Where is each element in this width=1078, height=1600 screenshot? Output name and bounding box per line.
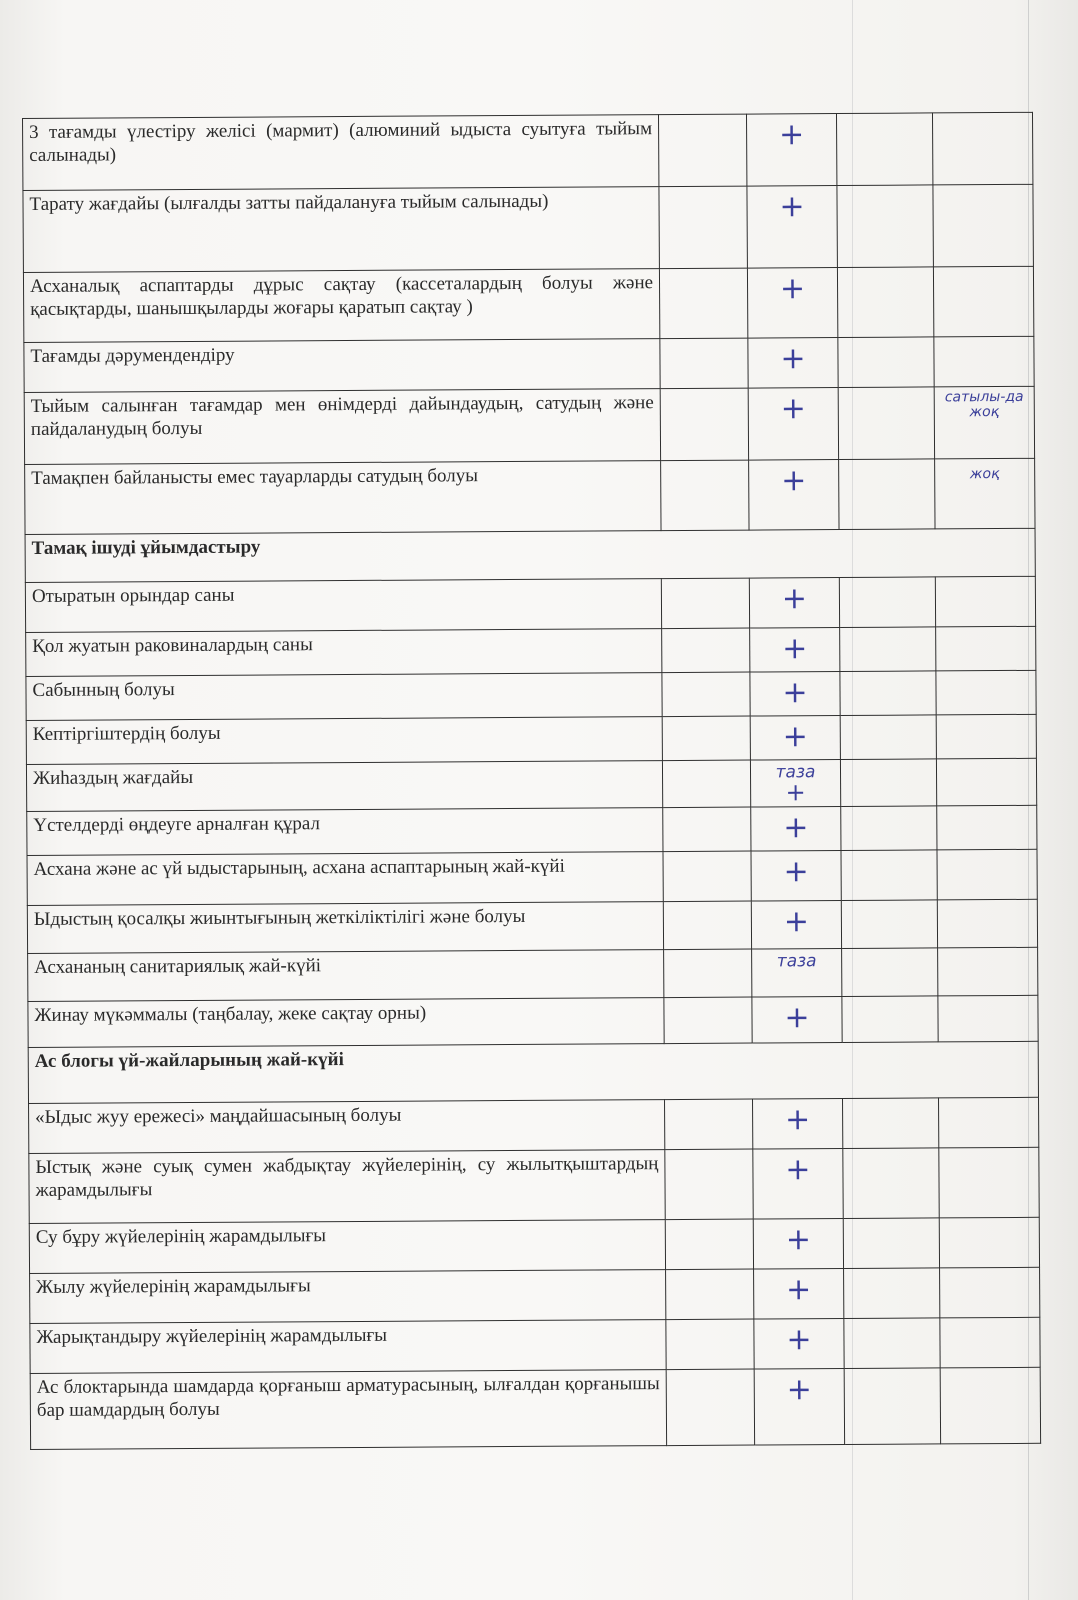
question-cell: Кептіргіштердің болуы — [26, 717, 662, 765]
handwritten-mark: + — [784, 1000, 810, 1036]
question-cell: Асханалық аспаптарды дұрыс сақтау (кассеталардың болуы және қасықтарды, шанышқыларды жоғары қаратып сақтау ) — [23, 269, 659, 343]
checklist-sheet — [22, 112, 1040, 1450]
question-cell: «Ыдыс жуу ережесі» маңдайшасының болуы — [29, 1100, 665, 1154]
answer-cell — [748, 388, 838, 461]
empty-cell — [837, 267, 933, 338]
remark-cell — [938, 996, 1038, 1043]
question-cell: Ыстық және суық сумен жабдықтау жүйелерінің, су жылытқыштардың жарамдылығы — [29, 1150, 665, 1224]
question-cell: Жылу жүйелерінің жарамдылығы — [30, 1270, 666, 1324]
table-row — [23, 184, 1033, 272]
answer-cell — [754, 1369, 844, 1446]
question-cell: Су бұру жүйелерінің жарамдылығы — [29, 1220, 665, 1274]
empty-cell — [841, 850, 937, 901]
remark-cell — [937, 850, 1037, 901]
table-row — [26, 626, 1036, 676]
handwritten-note: жоқ — [969, 466, 1000, 483]
answer-cell — [748, 338, 838, 389]
remark-cell — [934, 336, 1034, 387]
question-cell: Асхананың санитариялық жай-күйі — [28, 950, 664, 1002]
answer-cell — [751, 807, 841, 852]
remark-cell — [939, 1218, 1039, 1269]
handwritten-mark: + — [780, 341, 806, 377]
empty-cell — [662, 672, 750, 717]
empty-cell — [840, 715, 936, 760]
answer-cell — [747, 268, 837, 339]
answer-cell — [752, 997, 842, 1044]
handwritten-note: таза — [776, 951, 817, 972]
question-cell: Жинау мүкәммалы (таңбалау, жеке сақтау орны) — [28, 998, 664, 1048]
section-title: Ас блогы үй-жайларының жай-күйі — [28, 1042, 1038, 1104]
answer-cell — [751, 851, 841, 902]
table-row — [27, 850, 1037, 906]
table-row — [24, 336, 1034, 392]
empty-cell — [838, 337, 934, 388]
question-cell: Ас блоктарында шамдарда қорғаныш арматурасының, ылғалдан қорғанышы бар шамдардың болуы — [30, 1370, 666, 1450]
answer-cell — [750, 760, 840, 808]
table-row — [29, 1218, 1039, 1274]
answer-cell — [754, 1319, 844, 1370]
table-row — [30, 1268, 1040, 1324]
question-cell: Жиһаздың жағдайы — [26, 761, 662, 812]
handwritten-mark: + — [780, 391, 806, 427]
handwritten-mark: + — [785, 1152, 811, 1188]
empty-cell — [837, 185, 933, 268]
question-cell: Ыдыстың қосалқы жиынтығының жеткіліктілігі және болуы — [27, 902, 663, 954]
empty-cell — [838, 387, 934, 460]
remark-cell — [940, 1318, 1040, 1369]
empty-cell — [844, 1268, 940, 1319]
empty-cell — [662, 716, 750, 761]
section-row — [25, 528, 1035, 582]
handwritten-mark: + — [785, 777, 806, 807]
answer-cell — [746, 114, 836, 187]
section-title: Тамақ ішуді ұйымдастыру — [25, 528, 1035, 582]
empty-cell — [839, 577, 935, 628]
empty-cell — [662, 760, 750, 808]
handwritten-mark: + — [782, 675, 808, 711]
handwritten-mark: + — [781, 581, 808, 617]
table-row — [27, 806, 1037, 856]
remark-cell — [935, 576, 1035, 627]
empty-cell — [663, 851, 751, 902]
answer-cell — [752, 949, 842, 998]
question-cell: Жарықтандыру жүйелерінің жарамдылығы — [30, 1320, 666, 1374]
remark-cell — [936, 758, 1036, 806]
empty-cell — [662, 628, 750, 673]
remark-cell — [937, 900, 1037, 949]
empty-cell — [660, 388, 748, 461]
handwritten-stack — [757, 762, 834, 807]
empty-cell — [665, 1219, 753, 1270]
table-row — [28, 948, 1038, 1002]
answer-cell — [753, 1219, 843, 1270]
table-row — [23, 112, 1033, 190]
handwritten-stack — [758, 952, 835, 971]
remark-cell — [939, 1148, 1039, 1219]
remark-cell — [940, 1268, 1040, 1319]
empty-cell — [661, 578, 749, 629]
handwritten-mark: + — [782, 719, 808, 755]
table-row — [28, 996, 1038, 1048]
handwritten-mark: + — [783, 810, 809, 846]
handwritten-mark: + — [785, 1222, 812, 1258]
question-cell: Тыйым салынған тағамдар мен өнімдерді дайындаудың, сатудың және пайдаланудың болуы — [24, 389, 660, 465]
answer-cell — [754, 1269, 844, 1320]
empty-cell — [839, 459, 935, 530]
table-row — [25, 458, 1035, 534]
empty-cell — [841, 900, 937, 949]
question-cell: Отыратын орындар саны — [25, 579, 661, 633]
empty-cell — [659, 186, 747, 269]
empty-cell — [843, 1218, 939, 1269]
empty-cell — [840, 671, 936, 716]
question-cell: Сабынның болуы — [26, 673, 662, 721]
handwritten-mark: + — [785, 1272, 812, 1308]
answer-cell — [751, 901, 841, 950]
remark-cell — [935, 458, 1035, 529]
empty-cell — [666, 1269, 754, 1320]
remark-cell — [938, 948, 1038, 997]
empty-cell — [843, 1148, 939, 1219]
table-row — [29, 1148, 1039, 1224]
table-row — [30, 1368, 1040, 1450]
answer-cell — [750, 672, 840, 717]
empty-cell — [665, 1099, 753, 1150]
handwritten-note: таза — [775, 762, 816, 783]
answer-cell — [747, 186, 837, 269]
answer-cell — [749, 460, 839, 531]
empty-cell — [836, 113, 932, 186]
table-row — [30, 1318, 1040, 1374]
empty-cell — [665, 1149, 753, 1220]
table-row — [23, 266, 1033, 342]
empty-cell — [844, 1368, 940, 1445]
remark-cell — [933, 184, 1033, 267]
table-row — [27, 900, 1037, 954]
remark-cell — [932, 112, 1032, 185]
answer-cell — [750, 716, 840, 761]
empty-cell — [840, 627, 936, 672]
handwritten-mark: + — [779, 271, 806, 307]
remark-cell — [936, 714, 1036, 759]
question-cell: Тағамды дәрумендендіру — [24, 339, 660, 393]
table-row — [26, 758, 1036, 811]
empty-cell — [661, 460, 749, 531]
empty-cell — [841, 806, 937, 851]
empty-cell — [842, 996, 938, 1043]
remark-cell — [939, 1098, 1039, 1149]
section-row — [28, 1042, 1038, 1104]
empty-cell — [663, 901, 751, 950]
empty-cell — [842, 948, 938, 997]
question-cell: 3 тағамды үлестіру желісі (мармит) (алюминий ыдыста суытуға тыйым салынады) — [23, 115, 659, 191]
table-row — [29, 1098, 1039, 1154]
empty-cell — [666, 1369, 754, 1446]
handwritten-mark: + — [786, 1322, 812, 1358]
handwritten-mark: + — [786, 1372, 812, 1408]
handwritten-mark: + — [784, 1102, 811, 1138]
remark-cell — [934, 386, 1034, 459]
question-cell: Тарату жағдайы (ылғалды затты пайдалануға тыйым салынады) — [23, 187, 659, 273]
question-cell: Қол жуатын раковиналардың саны — [26, 629, 662, 677]
remark-cell — [936, 626, 1036, 671]
table-row — [26, 714, 1036, 764]
empty-cell — [844, 1318, 940, 1369]
empty-cell — [840, 759, 936, 807]
handwritten-note: сатылы-да жоқ — [944, 388, 1024, 421]
empty-cell — [664, 997, 752, 1044]
answer-cell — [749, 578, 839, 629]
handwritten-mark: + — [779, 189, 805, 225]
empty-cell — [843, 1098, 939, 1149]
empty-cell — [663, 807, 751, 852]
handwritten-mark: + — [783, 854, 809, 890]
handwritten-mark: + — [782, 631, 808, 667]
question-cell: Тамақпен байланысты емес тауарларды сатудың болуы — [25, 461, 661, 535]
answer-cell — [753, 1149, 843, 1220]
remark-cell — [933, 266, 1033, 337]
empty-cell — [660, 338, 748, 389]
empty-cell — [659, 268, 747, 339]
handwritten-mark: + — [781, 463, 807, 499]
empty-cell — [658, 114, 746, 187]
question-cell: Асхана және ас үй ыдыстарының, асхана аспаптарының жай-күйі — [27, 852, 663, 906]
answer-cell — [753, 1099, 843, 1150]
answer-cell — [750, 628, 840, 673]
question-cell: Үстелдерді өңдеуге арналған құрал — [27, 808, 663, 856]
empty-cell — [666, 1319, 754, 1370]
remark-cell — [936, 670, 1036, 715]
table-row — [26, 670, 1036, 720]
handwritten-mark: + — [778, 117, 805, 153]
empty-cell — [664, 949, 752, 998]
remark-cell — [937, 806, 1037, 851]
table-row — [25, 576, 1035, 632]
checklist-table — [22, 112, 1041, 1450]
remark-cell — [940, 1368, 1040, 1445]
handwritten-mark: + — [783, 904, 810, 940]
table-row — [24, 386, 1034, 464]
